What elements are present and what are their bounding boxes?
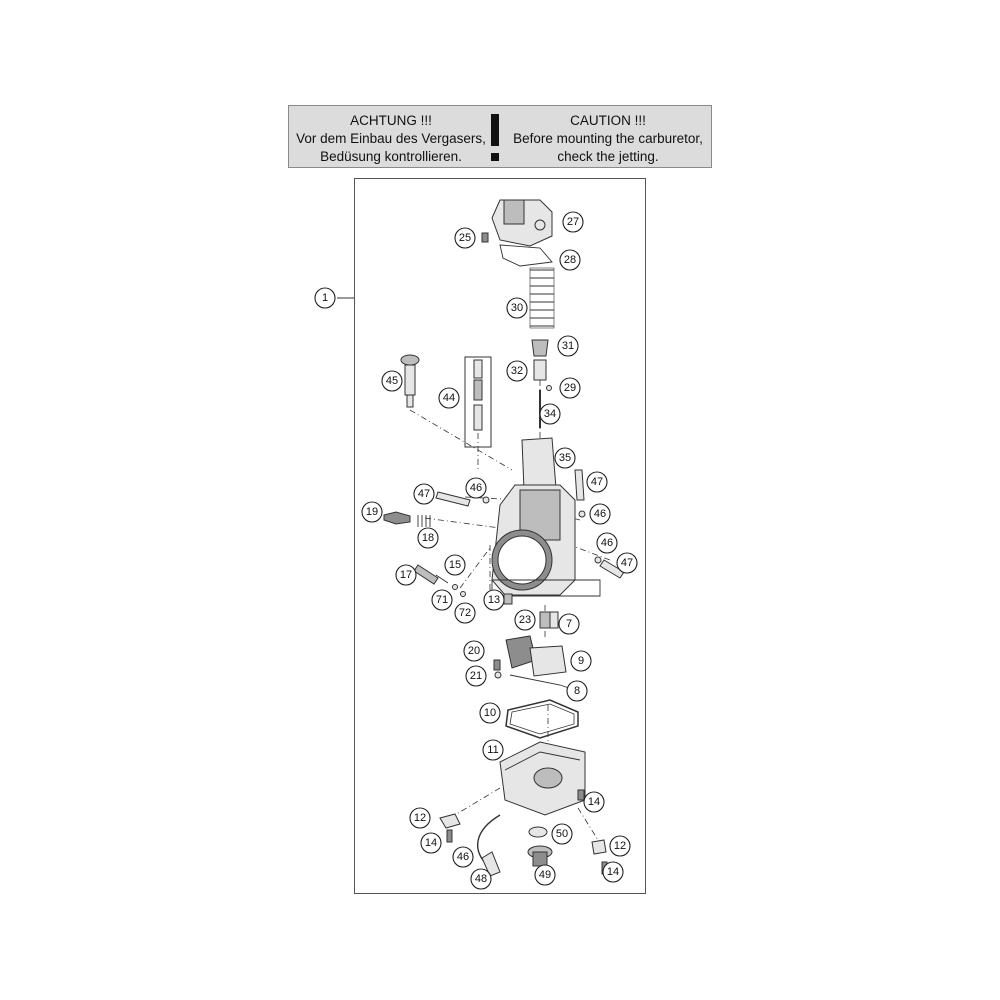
svg-text:28: 28 [563, 254, 577, 266]
float-9 [506, 636, 575, 690]
callout-12b [610, 836, 630, 856]
pin-47b [575, 470, 584, 500]
svg-text:44: 44 [442, 392, 456, 404]
svg-text:46: 46 [600, 537, 614, 549]
svg-text:12: 12 [413, 812, 427, 824]
oring-46b [579, 511, 585, 517]
screw-19 [384, 512, 410, 524]
callout-17 [396, 565, 416, 585]
callout-21 [466, 666, 486, 686]
svg-text:46: 46 [469, 482, 483, 494]
callout-14b [421, 833, 441, 853]
warning-english-line2: check the jetting. [557, 149, 659, 164]
svg-text:25: 25 [458, 232, 472, 244]
svg-text:47: 47 [590, 476, 604, 488]
svg-text:34: 34 [543, 408, 557, 420]
svg-text:1: 1 [321, 292, 329, 304]
oring-46a [483, 497, 489, 503]
svg-text:46: 46 [456, 851, 470, 863]
svg-text:14: 14 [424, 837, 438, 849]
float-bowl-11 [500, 742, 585, 815]
spring-18 [418, 515, 430, 527]
screw-14b [447, 830, 452, 842]
warning-english-line1: Before mounting the carburetor, [513, 131, 703, 146]
callout-32 [507, 361, 527, 381]
callout-19 [362, 502, 382, 522]
svg-text:45: 45 [385, 375, 399, 387]
callout-23 [515, 610, 535, 630]
callout-71 [432, 590, 452, 610]
needle-holder-32 [534, 360, 546, 380]
callout-34 [540, 404, 560, 424]
callout-47b [587, 472, 607, 492]
svg-text:35: 35 [558, 452, 572, 464]
washer-71 [453, 585, 458, 590]
screw-17 [414, 565, 438, 584]
callout-44 [439, 388, 459, 408]
carburetor-body [492, 485, 600, 596]
callout-46c [597, 533, 617, 553]
svg-text:17: 17 [399, 569, 413, 581]
svg-text:13: 13 [487, 594, 501, 606]
callout-14c [603, 862, 623, 882]
callout-11 [483, 740, 503, 760]
svg-text:48: 48 [474, 873, 488, 885]
oring-72 [461, 592, 466, 597]
callout-8 [567, 681, 587, 701]
svg-text:19: 19 [365, 506, 379, 518]
throttle-slide-35 [522, 438, 556, 490]
svg-text:18: 18 [421, 532, 435, 544]
callout-28 [560, 250, 580, 270]
screw-20 [494, 660, 500, 670]
spring-30 [530, 268, 554, 328]
callout-10 [480, 703, 500, 723]
callout-20 [464, 641, 484, 661]
svg-text:10: 10 [483, 707, 497, 719]
warning-german-title: ACHTUNG !!! [350, 113, 432, 128]
callout-29 [560, 378, 580, 398]
callout-7 [559, 614, 579, 634]
svg-text:7: 7 [565, 618, 573, 630]
svg-text:14: 14 [606, 866, 620, 878]
svg-text:47: 47 [620, 557, 634, 569]
callout-30 [507, 298, 527, 318]
callout-15 [445, 555, 465, 575]
callout-14a [584, 792, 604, 812]
svg-text:46: 46 [593, 508, 607, 520]
svg-text:20: 20 [467, 645, 481, 657]
callout-48 [471, 869, 491, 889]
svg-text:9: 9 [577, 655, 585, 667]
callout-47a [414, 484, 434, 504]
svg-text:72: 72 [458, 607, 472, 619]
svg-text:71: 71 [435, 594, 449, 606]
idle-screw-45 [401, 355, 419, 407]
pin-21 [495, 672, 501, 678]
callout-13 [484, 590, 504, 610]
callout-45 [382, 371, 402, 391]
bracket-12a [440, 814, 460, 828]
svg-text:50: 50 [555, 828, 569, 840]
svg-text:12: 12 [613, 840, 627, 852]
oring-46c [595, 557, 601, 563]
oring-50 [529, 827, 547, 837]
svg-text:47: 47 [417, 488, 431, 500]
callout-47c [617, 553, 637, 573]
svg-text:21: 21 [469, 670, 483, 682]
bracket-12b [592, 840, 606, 854]
jet-13 [504, 594, 512, 604]
warning-german-line1: Vor dem Einbau des Vergasers, [296, 131, 486, 146]
callout-49 [535, 865, 555, 885]
svg-text:8: 8 [573, 685, 581, 697]
spring-seat-31 [532, 340, 548, 356]
callout-35 [555, 448, 575, 468]
throttle-cover [492, 200, 552, 246]
callout-46a [466, 478, 486, 498]
clip-29 [547, 386, 552, 391]
callout-1 [315, 288, 335, 308]
callout-12a [410, 808, 430, 828]
callout-31 [558, 336, 578, 356]
screw-25 [482, 233, 488, 242]
svg-text:15: 15 [448, 559, 462, 571]
callout-18 [418, 528, 438, 548]
svg-text:32: 32 [510, 365, 524, 377]
svg-text:31: 31 [561, 340, 575, 352]
callout-46b [590, 504, 610, 524]
svg-text:11: 11 [487, 744, 499, 756]
callout-72 [455, 603, 475, 623]
gasket-28 [500, 245, 552, 266]
callout-27 [563, 212, 583, 232]
warning-german-line2: Bedüsung kontrollieren. [320, 149, 462, 164]
pin-47a [436, 492, 470, 506]
svg-text:23: 23 [518, 614, 532, 626]
callout-50 [552, 824, 572, 844]
svg-text:29: 29 [563, 382, 577, 394]
svg-text:27: 27 [566, 216, 580, 228]
drain-plug-49 [528, 846, 552, 866]
screw-14a [578, 790, 584, 800]
callout-25 [455, 228, 475, 248]
svg-text:49: 49 [538, 869, 552, 881]
svg-text:14: 14 [587, 796, 601, 808]
jet-7 [550, 612, 558, 628]
svg-text:30: 30 [510, 302, 524, 314]
jet-23 [540, 612, 550, 628]
callout-9 [571, 651, 591, 671]
warning-english-title: CAUTION !!! [570, 113, 646, 128]
callout-46d [453, 847, 473, 867]
